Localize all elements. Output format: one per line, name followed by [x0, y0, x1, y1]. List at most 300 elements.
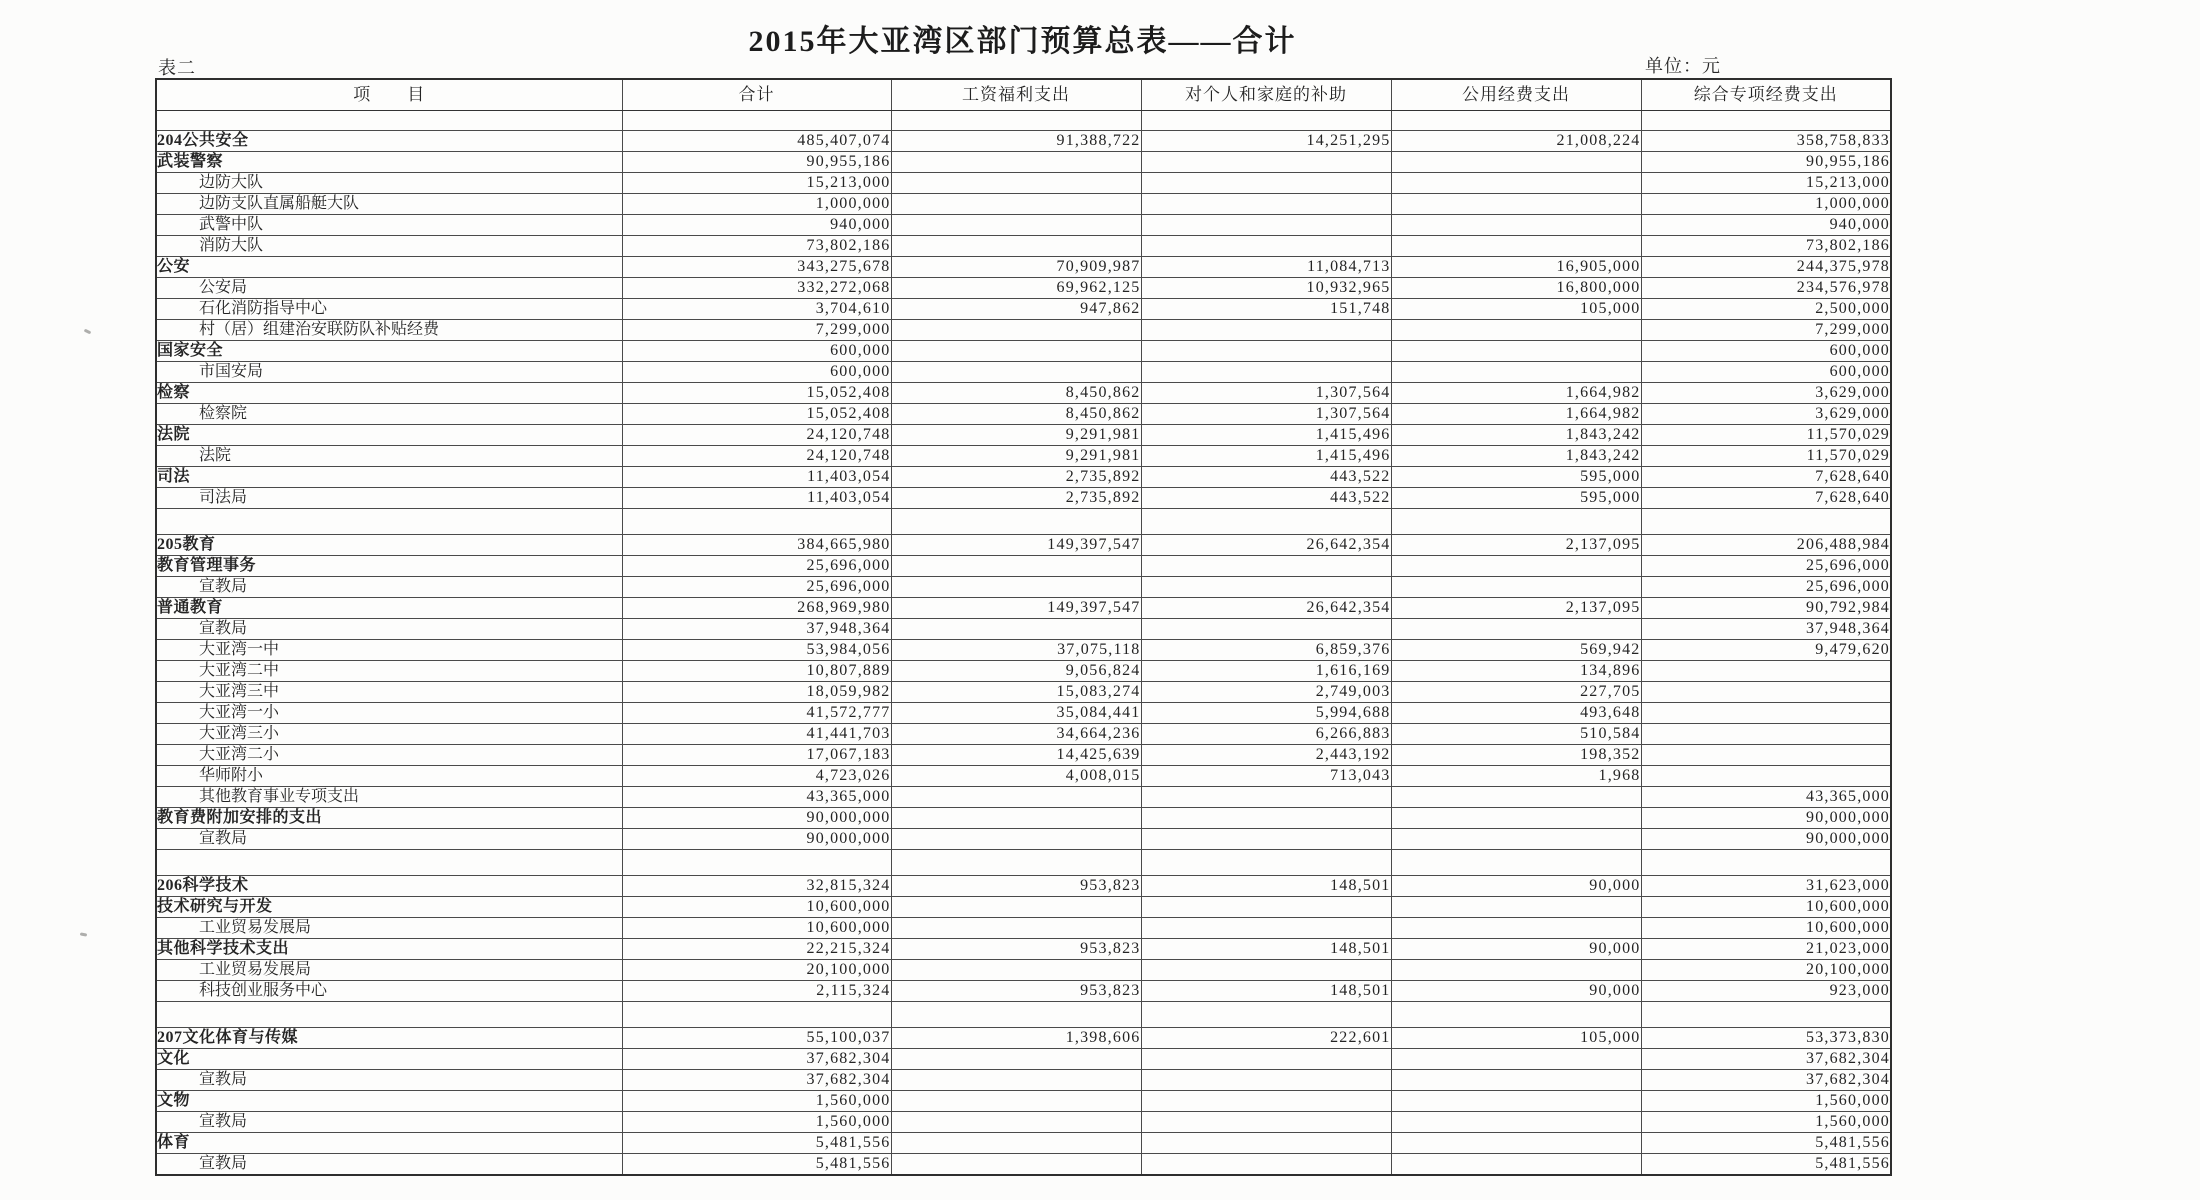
value-cell: 25,696,000	[1641, 577, 1891, 598]
value-cell: 1,560,000	[1641, 1112, 1891, 1133]
value-cell: 244,375,978	[1641, 257, 1891, 278]
value-cell	[1141, 173, 1391, 194]
item-cell: 宣教局	[156, 577, 622, 598]
item-cell: 207文化体育与传媒	[156, 1028, 622, 1049]
value-cell: 35,084,441	[891, 703, 1141, 724]
value-cell	[891, 808, 1141, 829]
table-row	[156, 766, 1891, 787]
spacer-row	[156, 509, 1891, 535]
value-cell: 953,823	[891, 876, 1141, 897]
value-cell: 69,962,125	[891, 278, 1141, 299]
table-row	[156, 467, 1891, 488]
value-cell	[891, 1070, 1141, 1091]
value-cell	[891, 1049, 1141, 1070]
value-cell: 11,570,029	[1641, 425, 1891, 446]
value-cell: 443,522	[1141, 467, 1391, 488]
value-cell	[1391, 577, 1641, 598]
value-cell	[1391, 152, 1641, 173]
value-cell: 600,000	[622, 341, 891, 362]
value-cell: 953,823	[891, 981, 1141, 1002]
value-cell: 5,481,556	[1641, 1154, 1891, 1176]
value-cell: 37,948,364	[622, 619, 891, 640]
value-cell	[1391, 194, 1641, 215]
value-cell: 358,758,833	[1641, 131, 1891, 152]
value-cell: 37,075,118	[891, 640, 1141, 661]
table-row	[156, 939, 1891, 960]
column-header-total: 合计	[622, 79, 891, 111]
value-cell	[1141, 577, 1391, 598]
value-cell	[1141, 1002, 1391, 1028]
value-cell: 2,735,892	[891, 467, 1141, 488]
item-cell: 边防大队	[156, 173, 622, 194]
column-header-subsidy: 对个人和家庭的补助	[1141, 79, 1391, 111]
value-cell	[622, 111, 891, 131]
value-cell: 2,137,095	[1391, 598, 1641, 619]
item-cell: 检察	[156, 383, 622, 404]
value-cell: 20,100,000	[1641, 960, 1891, 981]
value-cell	[1141, 1070, 1391, 1091]
header-row	[156, 79, 1891, 111]
value-cell: 1,843,242	[1391, 425, 1641, 446]
value-cell	[1141, 215, 1391, 236]
value-cell: 234,576,978	[1641, 278, 1891, 299]
value-cell	[1641, 766, 1891, 787]
item-cell	[156, 111, 622, 131]
value-cell: 7,299,000	[1641, 320, 1891, 341]
table-row	[156, 918, 1891, 939]
value-cell: 485,407,074	[622, 131, 891, 152]
value-cell	[891, 1133, 1141, 1154]
table-row	[156, 446, 1891, 467]
budget-table	[155, 78, 1892, 1176]
value-cell: 6,266,883	[1141, 724, 1391, 745]
value-cell	[1141, 341, 1391, 362]
value-cell: 1,398,606	[891, 1028, 1141, 1049]
value-cell: 73,802,186	[1641, 236, 1891, 257]
value-cell	[891, 577, 1141, 598]
value-cell	[1141, 808, 1391, 829]
value-cell	[1391, 236, 1641, 257]
value-cell: 5,481,556	[622, 1154, 891, 1176]
value-cell: 148,501	[1141, 981, 1391, 1002]
item-cell: 普通教育	[156, 598, 622, 619]
table-row	[156, 299, 1891, 320]
column-header-item: 项 目	[156, 79, 622, 111]
value-cell	[1141, 960, 1391, 981]
value-cell	[1641, 509, 1891, 535]
value-cell: 25,696,000	[622, 577, 891, 598]
value-cell: 14,425,639	[891, 745, 1141, 766]
value-cell	[1641, 1002, 1891, 1028]
value-cell: 53,373,830	[1641, 1028, 1891, 1049]
value-cell: 22,215,324	[622, 939, 891, 960]
table-row	[156, 1133, 1891, 1154]
item-cell: 宣教局	[156, 619, 622, 640]
unit-label: 单位：元	[1645, 56, 1721, 76]
table-row	[156, 808, 1891, 829]
table-row	[156, 215, 1891, 236]
value-cell	[1391, 556, 1641, 577]
table-row	[156, 745, 1891, 766]
scan-artifact	[84, 329, 92, 335]
value-cell	[1391, 619, 1641, 640]
value-cell	[1391, 1049, 1641, 1070]
table-row	[156, 320, 1891, 341]
value-cell: 16,800,000	[1391, 278, 1641, 299]
item-cell: 公安局	[156, 278, 622, 299]
value-cell	[1391, 362, 1641, 383]
item-cell: 村（居）组建治安联防队补贴经费	[156, 320, 622, 341]
table-row	[156, 661, 1891, 682]
value-cell	[891, 194, 1141, 215]
value-cell: 90,955,186	[622, 152, 891, 173]
item-cell: 206科学技术	[156, 876, 622, 897]
value-cell: 10,600,000	[622, 897, 891, 918]
table-row	[156, 131, 1891, 152]
value-cell	[1391, 1112, 1641, 1133]
column-header-special-expense: 综合专项经费支出	[1641, 79, 1891, 111]
table-row	[156, 173, 1891, 194]
value-cell: 43,365,000	[1641, 787, 1891, 808]
header-gap-row	[156, 111, 1891, 131]
value-cell	[1141, 1091, 1391, 1112]
item-cell: 204公共安全	[156, 131, 622, 152]
value-cell: 3,704,610	[622, 299, 891, 320]
value-cell: 134,896	[1391, 661, 1641, 682]
item-cell: 公安	[156, 257, 622, 278]
value-cell: 7,628,640	[1641, 488, 1891, 509]
value-cell: 1,307,564	[1141, 383, 1391, 404]
value-cell: 7,628,640	[1641, 467, 1891, 488]
table-row	[156, 278, 1891, 299]
value-cell: 15,052,408	[622, 383, 891, 404]
item-cell: 石化消防指导中心	[156, 299, 622, 320]
item-cell: 边防支队直属船艇大队	[156, 194, 622, 215]
value-cell	[1391, 960, 1641, 981]
value-cell: 37,682,304	[622, 1049, 891, 1070]
value-cell: 9,479,620	[1641, 640, 1891, 661]
value-cell: 1,307,564	[1141, 404, 1391, 425]
item-cell: 大亚湾二小	[156, 745, 622, 766]
value-cell: 940,000	[1641, 215, 1891, 236]
value-cell: 384,665,980	[622, 535, 891, 556]
value-cell	[1141, 1112, 1391, 1133]
value-cell	[1141, 1154, 1391, 1176]
value-cell	[1391, 829, 1641, 850]
item-cell: 文物	[156, 1091, 622, 1112]
value-cell: 41,441,703	[622, 724, 891, 745]
value-cell: 90,000	[1391, 939, 1641, 960]
value-cell: 37,948,364	[1641, 619, 1891, 640]
item-cell: 205教育	[156, 535, 622, 556]
value-cell: 105,000	[1391, 1028, 1641, 1049]
item-cell: 市国安局	[156, 362, 622, 383]
value-cell: 90,792,984	[1641, 598, 1891, 619]
value-cell: 5,994,688	[1141, 703, 1391, 724]
value-cell: 443,522	[1141, 488, 1391, 509]
item-cell: 大亚湾一中	[156, 640, 622, 661]
item-cell: 法院	[156, 425, 622, 446]
value-cell	[1141, 619, 1391, 640]
value-cell: 149,397,547	[891, 598, 1141, 619]
item-cell: 科技创业服务中心	[156, 981, 622, 1002]
value-cell: 493,648	[1391, 703, 1641, 724]
item-cell: 工业贸易发展局	[156, 960, 622, 981]
value-cell: 1,664,982	[1391, 383, 1641, 404]
value-cell	[891, 215, 1141, 236]
value-cell	[1641, 724, 1891, 745]
value-cell	[891, 1112, 1141, 1133]
item-cell: 其他教育事业专项支出	[156, 787, 622, 808]
value-cell: 53,984,056	[622, 640, 891, 661]
value-cell: 10,600,000	[1641, 897, 1891, 918]
item-cell: 大亚湾一小	[156, 703, 622, 724]
value-cell: 90,000,000	[1641, 808, 1891, 829]
item-cell: 司法局	[156, 488, 622, 509]
column-header-salary: 工资福利支出	[891, 79, 1141, 111]
value-cell: 20,100,000	[622, 960, 891, 981]
value-cell: 8,450,862	[891, 383, 1141, 404]
value-cell: 10,807,889	[622, 661, 891, 682]
value-cell	[1391, 897, 1641, 918]
value-cell: 5,481,556	[1641, 1133, 1891, 1154]
value-cell: 21,008,224	[1391, 131, 1641, 152]
value-cell: 17,067,183	[622, 745, 891, 766]
value-cell: 5,481,556	[622, 1133, 891, 1154]
value-cell	[1391, 918, 1641, 939]
table-row	[156, 876, 1891, 897]
value-cell: 15,052,408	[622, 404, 891, 425]
value-cell	[1391, 808, 1641, 829]
value-cell: 11,570,029	[1641, 446, 1891, 467]
value-cell: 9,291,981	[891, 446, 1141, 467]
table-row	[156, 194, 1891, 215]
value-cell	[1641, 111, 1891, 131]
table-row	[156, 960, 1891, 981]
value-cell	[622, 850, 891, 876]
value-cell	[891, 850, 1141, 876]
value-cell: 70,909,987	[891, 257, 1141, 278]
value-cell: 3,629,000	[1641, 383, 1891, 404]
column-header-public-expense: 公用经费支出	[1391, 79, 1641, 111]
value-cell	[1641, 850, 1891, 876]
value-cell: 91,388,722	[891, 131, 1141, 152]
table-row	[156, 362, 1891, 383]
value-cell: 24,120,748	[622, 446, 891, 467]
value-cell	[1391, 341, 1641, 362]
value-cell: 16,905,000	[1391, 257, 1641, 278]
value-cell	[622, 1002, 891, 1028]
value-cell: 10,600,000	[622, 918, 891, 939]
value-cell	[1391, 1154, 1641, 1176]
value-cell	[1141, 509, 1391, 535]
value-cell	[891, 362, 1141, 383]
value-cell: 1,616,169	[1141, 661, 1391, 682]
value-cell: 90,000,000	[1641, 829, 1891, 850]
table-row	[156, 1070, 1891, 1091]
value-cell: 148,501	[1141, 876, 1391, 897]
item-cell: 技术研究与开发	[156, 897, 622, 918]
value-cell	[1141, 236, 1391, 257]
value-cell	[891, 509, 1141, 535]
value-cell	[1391, 509, 1641, 535]
item-cell: 大亚湾二中	[156, 661, 622, 682]
table-row	[156, 556, 1891, 577]
item-cell: 国家安全	[156, 341, 622, 362]
value-cell: 947,862	[891, 299, 1141, 320]
value-cell	[1641, 682, 1891, 703]
table-row	[156, 577, 1891, 598]
value-cell: 14,251,295	[1141, 131, 1391, 152]
table-row	[156, 897, 1891, 918]
value-cell: 600,000	[622, 362, 891, 383]
value-cell	[1391, 215, 1641, 236]
value-cell: 2,115,324	[622, 981, 891, 1002]
value-cell: 32,815,324	[622, 876, 891, 897]
item-cell: 宣教局	[156, 1112, 622, 1133]
value-cell	[1141, 850, 1391, 876]
value-cell: 343,275,678	[622, 257, 891, 278]
value-cell	[891, 152, 1141, 173]
value-cell	[891, 556, 1141, 577]
table-row	[156, 703, 1891, 724]
value-cell: 24,120,748	[622, 425, 891, 446]
value-cell: 1,415,496	[1141, 446, 1391, 467]
value-cell	[1141, 152, 1391, 173]
value-cell	[1141, 787, 1391, 808]
item-cell: 教育管理事务	[156, 556, 622, 577]
table-row	[156, 682, 1891, 703]
value-cell	[1391, 850, 1641, 876]
value-cell: 90,955,186	[1641, 152, 1891, 173]
value-cell: 1,000,000	[622, 194, 891, 215]
value-cell: 90,000,000	[622, 829, 891, 850]
item-cell: 体育	[156, 1133, 622, 1154]
value-cell: 31,623,000	[1641, 876, 1891, 897]
table-row	[156, 152, 1891, 173]
value-cell: 37,682,304	[1641, 1070, 1891, 1091]
value-cell: 332,272,068	[622, 278, 891, 299]
item-cell	[156, 1002, 622, 1028]
value-cell	[891, 1091, 1141, 1112]
value-cell: 2,500,000	[1641, 299, 1891, 320]
value-cell: 15,213,000	[622, 173, 891, 194]
value-cell	[891, 960, 1141, 981]
value-cell	[1141, 1133, 1391, 1154]
value-cell	[1391, 173, 1641, 194]
item-cell: 其他科学技术支出	[156, 939, 622, 960]
value-cell: 1,968	[1391, 766, 1641, 787]
item-cell	[156, 850, 622, 876]
value-cell: 713,043	[1141, 766, 1391, 787]
value-cell: 595,000	[1391, 488, 1641, 509]
value-cell: 11,403,054	[622, 488, 891, 509]
value-cell: 18,059,982	[622, 682, 891, 703]
value-cell: 7,299,000	[622, 320, 891, 341]
item-cell: 宣教局	[156, 829, 622, 850]
value-cell: 600,000	[1641, 341, 1891, 362]
value-cell	[891, 897, 1141, 918]
table-row	[156, 1028, 1891, 1049]
value-cell: 15,083,274	[891, 682, 1141, 703]
value-cell: 227,705	[1391, 682, 1641, 703]
table-row	[156, 425, 1891, 446]
value-cell	[1391, 1133, 1641, 1154]
value-cell: 569,942	[1391, 640, 1641, 661]
value-cell: 268,969,980	[622, 598, 891, 619]
value-cell: 43,365,000	[622, 787, 891, 808]
value-cell: 595,000	[1391, 467, 1641, 488]
table-row	[156, 383, 1891, 404]
value-cell: 940,000	[622, 215, 891, 236]
value-cell: 923,000	[1641, 981, 1891, 1002]
value-cell: 15,213,000	[1641, 173, 1891, 194]
page-title: 2015年大亚湾区部门预算总表——合计	[748, 25, 1297, 58]
table-row	[156, 1154, 1891, 1176]
item-cell: 文化	[156, 1049, 622, 1070]
value-cell	[1391, 1091, 1641, 1112]
value-cell: 10,600,000	[1641, 918, 1891, 939]
value-cell: 3,629,000	[1641, 404, 1891, 425]
value-cell	[891, 619, 1141, 640]
item-cell: 武警中队	[156, 215, 622, 236]
value-cell: 600,000	[1641, 362, 1891, 383]
value-cell: 2,137,095	[1391, 535, 1641, 556]
value-cell	[891, 829, 1141, 850]
value-cell: 1,843,242	[1391, 446, 1641, 467]
item-cell: 大亚湾三小	[156, 724, 622, 745]
value-cell: 222,601	[1141, 1028, 1391, 1049]
value-cell: 90,000,000	[622, 808, 891, 829]
table-row	[156, 488, 1891, 509]
item-cell: 法院	[156, 446, 622, 467]
value-cell: 26,642,354	[1141, 598, 1391, 619]
value-cell	[891, 173, 1141, 194]
value-cell	[622, 509, 891, 535]
table-row	[156, 236, 1891, 257]
value-cell	[1391, 1002, 1641, 1028]
value-cell: 510,584	[1391, 724, 1641, 745]
value-cell	[891, 918, 1141, 939]
value-cell: 34,664,236	[891, 724, 1141, 745]
item-cell: 工业贸易发展局	[156, 918, 622, 939]
value-cell: 25,696,000	[1641, 556, 1891, 577]
value-cell	[891, 787, 1141, 808]
table-row	[156, 1112, 1891, 1133]
table-row	[156, 1091, 1891, 1112]
item-cell: 宣教局	[156, 1154, 622, 1176]
table-row	[156, 829, 1891, 850]
table-row	[156, 404, 1891, 425]
value-cell: 11,084,713	[1141, 257, 1391, 278]
value-cell: 149,397,547	[891, 535, 1141, 556]
value-cell	[1641, 661, 1891, 682]
spacer-row	[156, 1002, 1891, 1028]
table-row	[156, 1049, 1891, 1070]
value-cell: 73,802,186	[622, 236, 891, 257]
table-row	[156, 598, 1891, 619]
value-cell: 198,352	[1391, 745, 1641, 766]
value-cell	[1391, 111, 1641, 131]
table-row	[156, 724, 1891, 745]
value-cell	[1141, 556, 1391, 577]
item-cell: 教育费附加安排的支出	[156, 808, 622, 829]
table-row	[156, 535, 1891, 556]
value-cell	[1141, 829, 1391, 850]
value-cell: 1,560,000	[622, 1091, 891, 1112]
value-cell: 37,682,304	[1641, 1049, 1891, 1070]
spacer-row	[156, 850, 1891, 876]
